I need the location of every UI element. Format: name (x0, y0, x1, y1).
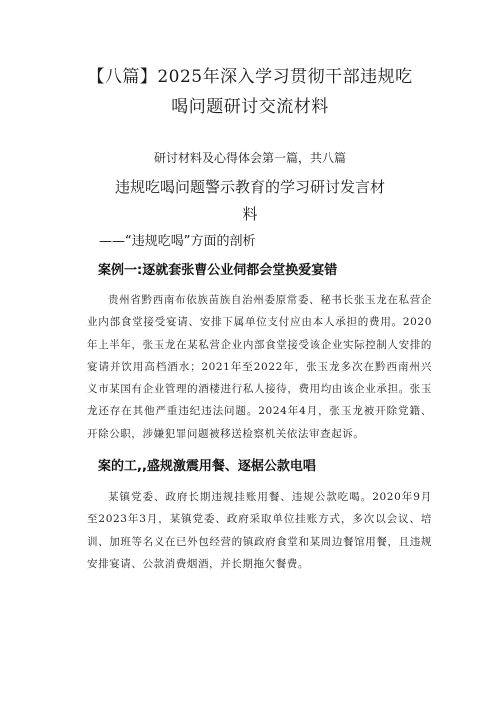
document-subtitle: 研讨材料及心得体会第一篇，共八篇 (153, 151, 346, 165)
case-1-paragraph: 贵州省黔西南布依族苗族自治州委原常委、秘书长张玉龙在私营企业内部食堂接受宴请、安排下属单位支付应由本人承担的费用。2020年上半年，张玉龙在某私营企业内部食堂接受该企业实际控制人安排的宴请并饮用高档酒水；2021年至2022年，张玉龙多次在黔西南州兴义市某国有企业管理的酒楼进行私人接待，费用均由该企业承担。张玉龙还存在其他严重违纪违法问题。2024年4月，张玉龙被开除党籍、开除公职，涉嫌犯罪问题被移送检察机关依法审查起诉。 (87, 294, 432, 440)
speech-title-line-1: 违规吃喝问题警示教育的学习研讨发言材 (114, 178, 385, 196)
case-2-heading: 案的工,,盛规激震用餐、逐椐公款电唱 (98, 459, 316, 474)
speech-title-line-2: 料 (242, 205, 258, 223)
document-title-line-1: 【八篇】2025年深入学习贯彻干部违规吃 (87, 67, 413, 87)
section-heading: ——“违规吃喝”方面的剖析 (99, 234, 256, 249)
document-title-line-2: 喝问题研讨交流材料 (171, 97, 329, 117)
case-1-heading: 案例一:逐就套张曹公业伺都会堂换爱宴错 (98, 263, 338, 278)
case-2-paragraph: 某镇党委、政府长期违规挂账用餐、违规公款吃喝。2020年9月至2023年3月，某镇党委、政府采取单位挂账方式，多次以会议、培训、加班等名义在已外包经营的镇政府食堂和某周边餐馆用餐，且违规安排宴请、公款消费烟酒，并长期拖欠餐费。 (87, 491, 432, 570)
